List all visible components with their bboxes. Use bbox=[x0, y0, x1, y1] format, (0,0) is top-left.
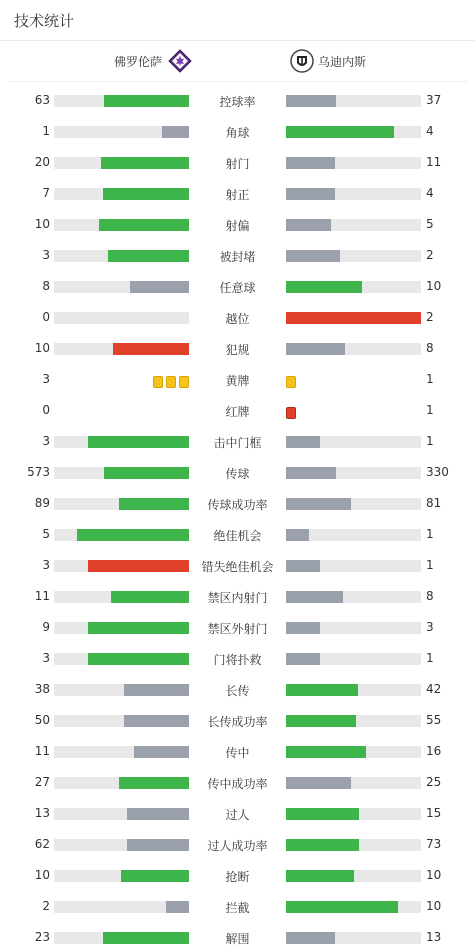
stat-row bbox=[0, 896, 475, 916]
away-stat-track bbox=[286, 126, 421, 138]
away-stat-value: 8 bbox=[426, 341, 434, 355]
stat-label: 传中 bbox=[225, 746, 250, 760]
away-stat-bar bbox=[286, 591, 343, 603]
home-stat-track bbox=[54, 343, 189, 355]
home-stat-bar bbox=[88, 436, 189, 448]
home-stat-track bbox=[54, 839, 189, 851]
home-stat-bar bbox=[88, 622, 189, 634]
away-cards bbox=[286, 373, 421, 387]
away-stat-bar bbox=[286, 684, 358, 696]
stat-row bbox=[0, 710, 475, 730]
away-stat-track bbox=[286, 219, 421, 231]
stat-label: 绝佳机会 bbox=[213, 529, 262, 543]
home-stat-track bbox=[54, 622, 189, 634]
home-stat-track bbox=[54, 901, 189, 913]
away-stat-value: 1 bbox=[426, 434, 434, 448]
away-stat-value: 4 bbox=[426, 186, 434, 200]
home-stat-bar bbox=[130, 281, 189, 293]
home-stat-bar bbox=[166, 901, 189, 913]
home-stat-value: 38 bbox=[34, 682, 50, 696]
home-stat-bar bbox=[119, 498, 189, 510]
home-stat-bar bbox=[101, 157, 189, 169]
home-stat-track bbox=[54, 808, 189, 820]
away-team-name: 乌迪内斯 bbox=[318, 54, 367, 69]
stat-row bbox=[0, 462, 475, 482]
home-stat-value: 13 bbox=[34, 806, 50, 820]
stat-row bbox=[0, 524, 475, 544]
stat-label: 击中门框 bbox=[213, 436, 262, 450]
home-stat-value: 0 bbox=[42, 310, 50, 324]
away-stat-value: 13 bbox=[426, 930, 442, 944]
stat-label: 犯规 bbox=[225, 343, 250, 357]
away-stat-value: 1 bbox=[426, 558, 434, 572]
away-stat-bar bbox=[286, 870, 354, 882]
stat-label: 长传成功率 bbox=[207, 715, 268, 729]
away-stat-value: 81 bbox=[426, 496, 442, 510]
away-stat-bar bbox=[286, 746, 366, 758]
stat-label: 红牌 bbox=[225, 405, 250, 419]
page-title: 技术统计 bbox=[14, 12, 75, 30]
home-stat-track bbox=[54, 188, 189, 200]
away-stat-track bbox=[286, 653, 421, 665]
home-stat-track bbox=[54, 126, 189, 138]
away-stat-value: 1 bbox=[426, 651, 434, 665]
home-stat-value: 7 bbox=[42, 186, 50, 200]
stat-label: 越位 bbox=[225, 312, 250, 326]
away-stat-track bbox=[286, 343, 421, 355]
away-stat-bar bbox=[286, 126, 394, 138]
stat-row bbox=[0, 679, 475, 699]
stat-label: 长传 bbox=[225, 684, 250, 698]
home-stat-value: 3 bbox=[42, 248, 50, 262]
stat-row bbox=[0, 865, 475, 885]
stat-row bbox=[0, 214, 475, 234]
home-stat-track bbox=[54, 746, 189, 758]
home-stat-bar bbox=[124, 684, 189, 696]
away-stat-value: 1 bbox=[426, 527, 434, 541]
home-stat-bar bbox=[88, 653, 189, 665]
home-stat-track bbox=[54, 560, 189, 572]
away-stat-track bbox=[286, 560, 421, 572]
stats-header bbox=[0, 0, 475, 41]
away-stat-value: 37 bbox=[426, 93, 442, 107]
away-stat-track bbox=[286, 436, 421, 448]
stat-label: 传中成功率 bbox=[207, 777, 268, 791]
away-stat-value: 8 bbox=[426, 589, 434, 603]
home-stat-value: 62 bbox=[34, 837, 50, 851]
home-stat-bar bbox=[99, 219, 189, 231]
away-stat-track bbox=[286, 157, 421, 169]
home-stat-track bbox=[54, 529, 189, 541]
away-stat-value: 16 bbox=[426, 744, 442, 758]
away-stat-track bbox=[286, 777, 421, 789]
away-cards bbox=[286, 404, 421, 418]
home-team-name: 佛罗伦萨 bbox=[114, 54, 163, 69]
home-stat-value: 11 bbox=[34, 744, 50, 758]
away-stat-value: 4 bbox=[426, 124, 434, 138]
home-stat-track bbox=[54, 95, 189, 107]
away-stat-bar bbox=[286, 560, 320, 572]
stat-row bbox=[0, 121, 475, 141]
away-stat-bar bbox=[286, 281, 362, 293]
away-stat-track bbox=[286, 684, 421, 696]
stat-row bbox=[0, 369, 475, 389]
away-stat-value: 2 bbox=[426, 310, 434, 324]
away-stat-bar bbox=[286, 932, 335, 944]
yellow-card-icon bbox=[286, 376, 296, 388]
home-stat-track bbox=[54, 653, 189, 665]
away-stat-value: 1 bbox=[426, 403, 434, 417]
stat-row bbox=[0, 276, 475, 296]
away-stat-value: 55 bbox=[426, 713, 442, 727]
home-stat-value: 10 bbox=[34, 217, 50, 231]
away-stat-bar bbox=[286, 219, 331, 231]
home-stat-value: 63 bbox=[34, 93, 50, 107]
home-stat-value: 3 bbox=[42, 372, 50, 386]
home-stat-bar bbox=[111, 591, 189, 603]
home-stat-bar bbox=[77, 529, 189, 541]
home-stat-value: 9 bbox=[42, 620, 50, 634]
away-stat-track bbox=[286, 312, 421, 324]
home-stat-track bbox=[54, 777, 189, 789]
away-stat-bar bbox=[286, 777, 351, 789]
away-stat-value: 11 bbox=[426, 155, 442, 169]
away-stat-bar bbox=[286, 529, 309, 541]
home-stat-value: 50 bbox=[34, 713, 50, 727]
away-stat-bar bbox=[286, 312, 421, 324]
home-stat-value: 11 bbox=[34, 589, 50, 603]
away-stat-track bbox=[286, 250, 421, 262]
home-stat-bar bbox=[121, 870, 189, 882]
away-stat-value: 2 bbox=[426, 248, 434, 262]
away-stat-value: 10 bbox=[426, 868, 442, 882]
stat-row bbox=[0, 431, 475, 451]
away-stat-value: 10 bbox=[426, 899, 442, 913]
red-card-icon bbox=[286, 407, 296, 419]
stat-row bbox=[0, 648, 475, 668]
stat-row bbox=[0, 493, 475, 513]
home-stat-value: 573 bbox=[27, 465, 50, 479]
home-stat-bar bbox=[119, 777, 189, 789]
home-stat-bar bbox=[134, 746, 189, 758]
stat-row bbox=[0, 307, 475, 327]
home-stat-track bbox=[54, 250, 189, 262]
home-stat-track bbox=[54, 219, 189, 231]
home-stat-track bbox=[54, 715, 189, 727]
stat-row bbox=[0, 741, 475, 761]
home-team[interactable] bbox=[114, 41, 192, 81]
stat-row bbox=[0, 834, 475, 854]
home-stat-value: 3 bbox=[42, 558, 50, 572]
home-stat-track bbox=[54, 281, 189, 293]
away-stat-track bbox=[286, 622, 421, 634]
away-stat-track bbox=[286, 95, 421, 107]
home-stat-bar bbox=[162, 126, 189, 138]
home-stat-value: 89 bbox=[34, 496, 50, 510]
stat-row bbox=[0, 586, 475, 606]
home-stat-value: 8 bbox=[42, 279, 50, 293]
away-stat-bar bbox=[286, 250, 340, 262]
away-stat-value: 10 bbox=[426, 279, 442, 293]
away-stat-track bbox=[286, 715, 421, 727]
away-stat-track bbox=[286, 839, 421, 851]
stat-label: 传球 bbox=[225, 467, 250, 481]
stat-label: 射正 bbox=[225, 188, 250, 202]
home-stat-value: 3 bbox=[42, 651, 50, 665]
home-stat-bar bbox=[124, 715, 189, 727]
away-team[interactable] bbox=[290, 41, 366, 81]
home-stat-track bbox=[54, 591, 189, 603]
stat-label: 过人成功率 bbox=[207, 839, 268, 853]
away-stat-bar bbox=[286, 467, 336, 479]
udinese-logo-icon bbox=[290, 49, 314, 73]
away-stat-bar bbox=[286, 188, 335, 200]
away-stat-track bbox=[286, 901, 421, 913]
home-stat-bar bbox=[113, 343, 189, 355]
away-stat-value: 5 bbox=[426, 217, 434, 231]
stat-label: 射偏 bbox=[225, 219, 250, 233]
stat-label: 射门 bbox=[225, 157, 250, 171]
away-stat-track bbox=[286, 746, 421, 758]
stat-row bbox=[0, 803, 475, 823]
home-stat-value: 10 bbox=[34, 341, 50, 355]
home-stat-track bbox=[54, 467, 189, 479]
home-stat-bar bbox=[127, 808, 189, 820]
home-stat-bar bbox=[103, 188, 189, 200]
stat-label: 抢断 bbox=[225, 870, 250, 884]
stat-row bbox=[0, 555, 475, 575]
home-stat-value: 20 bbox=[34, 155, 50, 169]
home-stat-track bbox=[54, 436, 189, 448]
away-stat-track bbox=[286, 591, 421, 603]
teams-bar bbox=[8, 41, 467, 82]
yellow-card-icon bbox=[166, 376, 176, 388]
home-stat-bar bbox=[104, 95, 189, 107]
away-stat-track bbox=[286, 498, 421, 510]
home-stat-value: 23 bbox=[34, 930, 50, 944]
stat-row bbox=[0, 152, 475, 172]
home-stat-value: 27 bbox=[34, 775, 50, 789]
stat-label: 过人 bbox=[225, 808, 250, 822]
stat-label: 错失绝佳机会 bbox=[201, 560, 274, 574]
stat-label: 被封堵 bbox=[219, 250, 256, 264]
home-stat-bar bbox=[108, 250, 189, 262]
stat-label: 解围 bbox=[225, 932, 250, 946]
away-stat-bar bbox=[286, 653, 320, 665]
stat-row bbox=[0, 183, 475, 203]
stat-label: 禁区外射门 bbox=[207, 622, 268, 636]
away-stat-value: 73 bbox=[426, 837, 442, 851]
away-stat-value: 1 bbox=[426, 372, 434, 386]
home-stat-track bbox=[54, 312, 189, 324]
home-stat-value: 0 bbox=[42, 403, 50, 417]
away-stat-value: 3 bbox=[426, 620, 434, 634]
home-stat-bar bbox=[103, 932, 189, 944]
home-stat-value: 5 bbox=[42, 527, 50, 541]
home-stat-bar bbox=[88, 560, 189, 572]
away-stat-value: 42 bbox=[426, 682, 442, 696]
away-stat-value: 15 bbox=[426, 806, 442, 820]
home-stat-value: 2 bbox=[42, 899, 50, 913]
home-stat-track bbox=[54, 684, 189, 696]
stat-row bbox=[0, 772, 475, 792]
away-stat-bar bbox=[286, 343, 345, 355]
stat-label: 任意球 bbox=[219, 281, 256, 295]
away-stat-track bbox=[286, 467, 421, 479]
stat-row bbox=[0, 400, 475, 420]
away-stat-bar bbox=[286, 808, 359, 820]
fiorentina-logo-icon bbox=[168, 49, 192, 73]
home-stat-bar bbox=[127, 839, 189, 851]
home-cards bbox=[54, 404, 189, 418]
stat-label: 拦截 bbox=[225, 901, 250, 915]
away-stat-bar bbox=[286, 95, 336, 107]
home-stat-track bbox=[54, 498, 189, 510]
away-stat-bar bbox=[286, 498, 351, 510]
yellow-card-icon bbox=[179, 376, 189, 388]
home-stat-track bbox=[54, 157, 189, 169]
away-stat-bar bbox=[286, 839, 359, 851]
stat-label: 禁区内射门 bbox=[207, 591, 268, 605]
away-stat-track bbox=[286, 188, 421, 200]
home-stat-value: 10 bbox=[34, 868, 50, 882]
yellow-card-icon bbox=[153, 376, 163, 388]
stat-label: 黄牌 bbox=[225, 374, 250, 388]
away-stat-track bbox=[286, 808, 421, 820]
away-stat-track bbox=[286, 870, 421, 882]
away-stat-bar bbox=[286, 622, 320, 634]
home-stat-value: 3 bbox=[42, 434, 50, 448]
stat-row bbox=[0, 617, 475, 637]
stat-label: 传球成功率 bbox=[207, 498, 268, 512]
home-stat-bar bbox=[104, 467, 189, 479]
stat-label: 角球 bbox=[225, 126, 250, 140]
away-stat-bar bbox=[286, 715, 356, 727]
stat-row bbox=[0, 245, 475, 265]
away-stat-bar bbox=[286, 436, 320, 448]
away-stat-value: 25 bbox=[426, 775, 442, 789]
away-stat-track bbox=[286, 529, 421, 541]
stat-row bbox=[0, 927, 475, 947]
stat-row bbox=[0, 90, 475, 110]
away-stat-value: 330 bbox=[426, 465, 449, 479]
home-cards bbox=[54, 373, 189, 387]
away-stat-bar bbox=[286, 157, 335, 169]
home-stat-value: 1 bbox=[42, 124, 50, 138]
home-stat-track bbox=[54, 932, 189, 944]
away-stat-track bbox=[286, 932, 421, 944]
stat-label: 门将扑救 bbox=[213, 653, 262, 667]
stat-row bbox=[0, 338, 475, 358]
home-stat-track bbox=[54, 870, 189, 882]
away-stat-bar bbox=[286, 901, 398, 913]
stat-label: 控球率 bbox=[219, 95, 256, 109]
away-stat-track bbox=[286, 281, 421, 293]
